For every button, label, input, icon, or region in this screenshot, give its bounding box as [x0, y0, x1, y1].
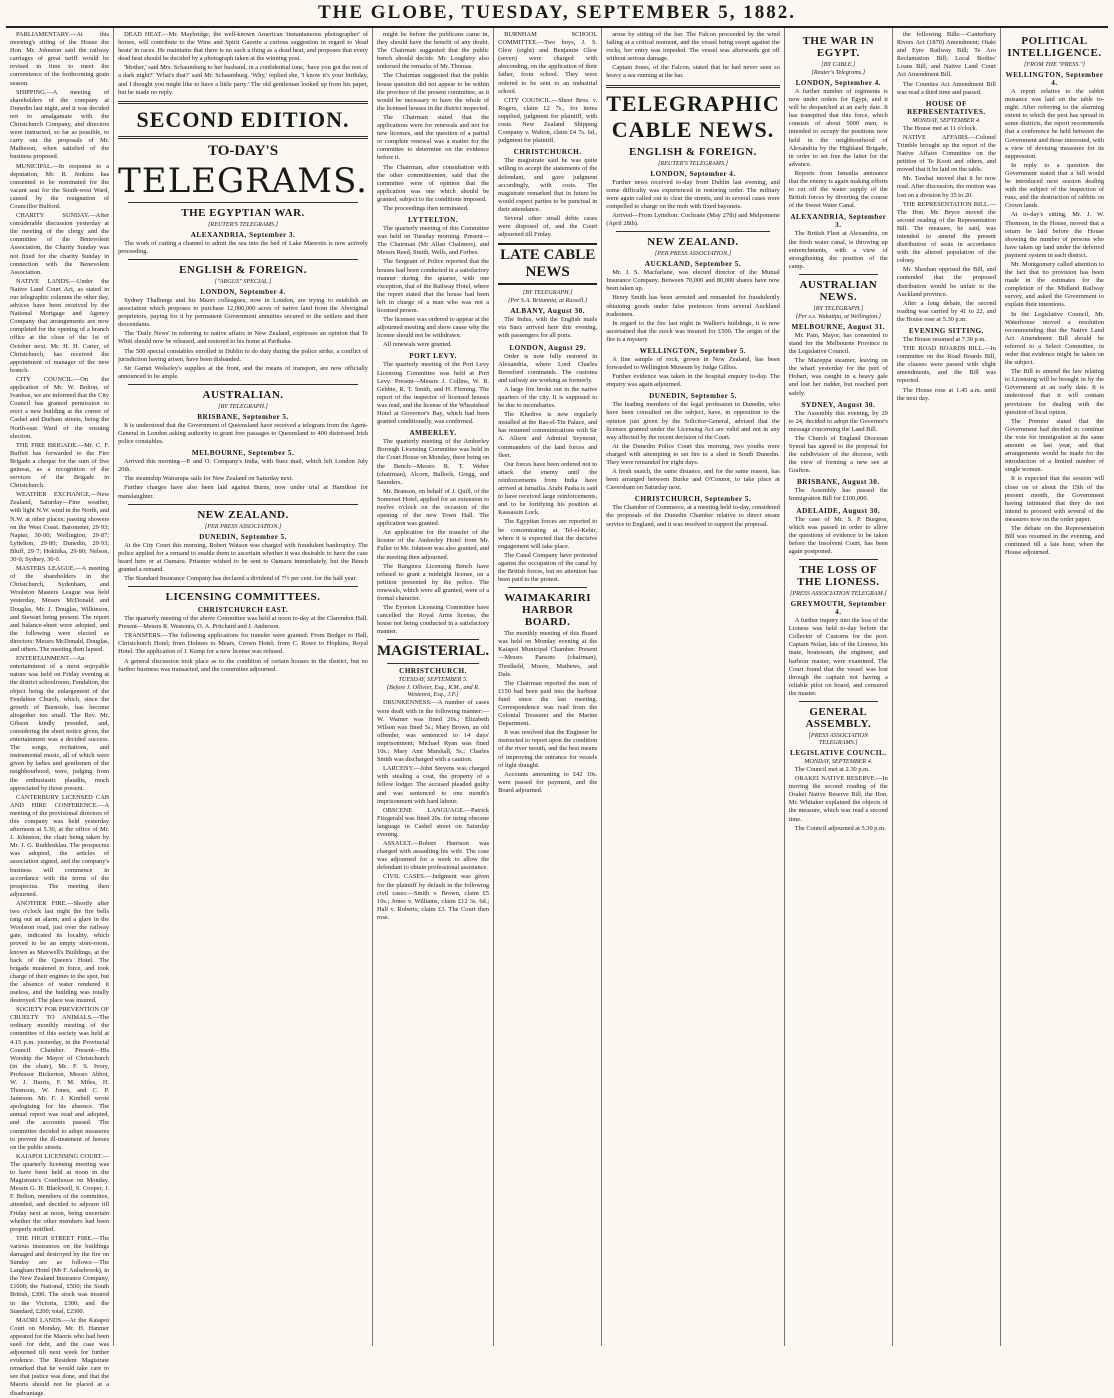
article-paragraph: Our forces have been ordered not to attack the enemy until the reinforcements from India have arrived at Ismailia. Arabi Pasha is said to have received large reinforcements, and to be fortifying his position at Kassassin Lock.	[498, 460, 598, 517]
byline: [PER PRESS ASSOCIATION.]	[204, 522, 282, 530]
article-paragraph: The Chairman reported the sum of £150 had been paid into the harbour fund since the last meeting. Correspondence was read from the Colonial Treasurer and the Marine Department.	[498, 679, 598, 728]
article-paragraph: MUNICIPAL.—In response to a deputation, Mr. R. Jenkins has consented to be nominated for the vacant seat for the South-west Ward, caused by the resignation of Councillor Bulford.	[10, 162, 110, 210]
dateline: EVENING SITTING.	[908, 327, 984, 335]
byline: [REUTER'S TELEGRAMS.]	[657, 159, 729, 167]
dateline: ADELAIDE, August 30.	[796, 506, 881, 515]
dateline: ALEXANDRIA, September 3.	[190, 230, 296, 239]
dateline: LONDON, September 4.	[200, 287, 286, 296]
dateline: LONDON, September 4.	[650, 169, 736, 178]
article-paragraph: The Council adjourned at 5.30 p.m.	[794, 824, 886, 832]
byline: [Before J. Ollivier, Esq., R.M., and R. Westenra, Esq., J.P.]	[386, 684, 480, 699]
article-paragraph: It is understood that the Government of Queensland have received a telegram from the Agent-General in London asking authority to grant free passages to Queensland to 400 distressed Irish police constables.	[118, 421, 368, 446]
byline: [BY TELEGRAPH.]	[218, 402, 268, 410]
double-rule-divider	[118, 101, 368, 104]
article-paragraph: The Rangiora Licensing Bench have refused to grant a midnight license, on a petition presented by the police. The renewals, which were all granted, were of a formal character.	[377, 562, 490, 602]
byline: ["ARGUS" SPECIAL.]	[214, 277, 272, 285]
article-paragraph: The Standard Insurance Company has declared a dividend of 7½ per cent. for the half year.	[124, 575, 357, 582]
article-paragraph: The Sergeant of Police reported that the houses had been conducted in a satisfactory manner during the quarter, with one exception, that of the Railway Hotel, where the report stated that the house had been left in charge of a man who was not a licensed person.	[377, 258, 490, 314]
article-paragraph: The Eyreton Licensing Committee have cancelled the Royal Arms license, the house not being conducted in a satisfactory manner.	[377, 604, 490, 636]
article-paragraph: ORAKEI NATIVE RESERVE.—In moving the second reading of the Orakei Native Reserve Bill, the Hon. Mr. Whitaker explained the objects of the measure, which was read a second time.	[788, 775, 888, 823]
article-paragraph: LARCENY.—John Stevens was charged with stealing a coat, the property of a fellow lodger. The accused pleaded guilty and was sentenced to one month's imprisonment with hard labour.	[377, 765, 490, 805]
article-paragraph: The Chairman, after consultation with the other committeemen, said that the committee were of opinion that the application was one which should be granted, subject to the conditions imposed.	[377, 163, 490, 203]
article-paragraph: The House resumed at 7.30 p.m.	[902, 336, 986, 343]
article-paragraph: KAIAPOI LICENSING COURT.—The quarterly licensing meeting was to have been held at noon in the Magistrate's Courthouse on Monday. Messrs G. H. Blackwell, S. Cooper, J. F. Bolton, members of the committee, attended, and decided to adjourn till Friday next at noon, being uncertain whether the other members had been properly notified.	[10, 1152, 110, 1233]
byline: MONDAY, SEPTEMBER 4.	[804, 757, 873, 765]
article-paragraph: NATIVE LANDS.—Under the Native Land Court Act, as stated in our telegraphic columns the other day, advices have been received by the National Mortgage and Agency Company that arrangements are now completed for the opening of a branch office at the close of the 1st of October next. Mr. H. H. Carter, of Christchurch, has received the appointment of manager of the new branch.	[10, 277, 110, 374]
article-paragraph: A large fire broke out in the native quarters of the city. It is supposed to be due to incendiaries.	[498, 385, 598, 410]
article-paragraph: the following Bills:—Canterbury Rivers Act (1870) Amendment; Otaki and Eyre Railway Bill; Te Aro Reclamation Bill; Local Bodies' Loans Bill, and Native Land Court Act Amendment Bill.	[896, 31, 996, 79]
byline: [BY TELEGRAPH.]	[813, 304, 864, 312]
rule-divider	[799, 274, 878, 275]
article-paragraph: At the Dunedin Police Court this morning, two youths were charged with attempting to set fire to a shed in South Dunedin. They were remanded for eight days.	[606, 442, 780, 466]
rule-divider	[387, 663, 479, 664]
section-headline: SECOND EDITION.	[136, 106, 350, 132]
article-paragraph: The Assembly has passed the Immigration Bill for £100,000.	[788, 487, 888, 503]
dateline: SYDNEY, August 30.	[801, 400, 876, 409]
article-paragraph: The Council met at 2.30 p.m.	[794, 765, 870, 773]
article-paragraph: The steamship Wairarapa sails for New Zealand on Saturday next.	[124, 475, 294, 483]
article-paragraph: The Assembly this evening, by 29 to 24, decided to adopt the Governor's message concerning the Land Bill.	[788, 409, 888, 433]
section-headline: CABLE NEWS.	[611, 116, 775, 142]
dateline: LEGISLATIVE COUNCIL.	[790, 748, 887, 757]
rule-divider	[128, 384, 358, 385]
dateline: DUNEDIN, September 5.	[649, 392, 737, 401]
article-paragraph: THE FIRE BRIGADE.—Mr. C. F. Buffett has forwarded to the Fire Brigade a cheque for the sum of five guineas, as a recognition of the services of the Brigade in Christchurch.	[10, 441, 110, 490]
article-paragraph: CITY COUNCIL.—Sheet Bros. v. Rogers, claim £2 7s., for items supplied, judgment for plaintiff, with costs. New Zealand Shipping Company v. Walton, claim £4 7s. 6d., judgment for plaintiff.	[498, 96, 598, 145]
article-paragraph: Reports from Ismailia announce that the enemy is again making efforts to cut off the water supply of the British forces by diverting the course of the Sweet Water Canal.	[788, 169, 888, 210]
article-paragraph: Mr. J. S. Macfarlane, was elected director of the Mutual Insurance Company. Between 70,000 and 80,000 shares have now been taken up.	[606, 269, 780, 293]
article-paragraph: CANTERBURY LICENSED CAB AND HIRE CONFERENCE.—A meeting of the provisional directors of this company was held yesterday afternoon at 5.30, at the office of Mr. J. Johnston, the chair being taken by Mr. J. G. Ruddenklau. The prospectus was adopted, the articles of association signed, and the company's business will commence in accordance with the terms of the prospectus. The meeting then adjourned.	[10, 793, 110, 898]
article-paragraph: The quarterly meeting of the above Committee was held at noon to-day at the Clarendon Hall. Present—Messrs R. Westenra, O. A. Pritchard and J. Anderson.	[118, 615, 368, 631]
article-paragraph: THE HIGH STREET FIRE.—The various insurances on the buildings damaged and destroyed by the fire on Sunday are as follows:—The Langham Hotel (Mr F. Aulsebrook), in the New Zealand Insurance Company, £1000; the National, £500; the South British, £300. The stock was insured in the Victoria, £300; and the Standard, £200; total, £2300.	[10, 1234, 110, 1315]
column-8	[1001, 28, 1108, 1346]
article-paragraph: Mr. Branson, on behalf of J. Quill, of the Somerset Hotel, applied for an extension to twelve o'clock on the occasion of the opening of the new Town Hall. The application was granted.	[377, 487, 490, 528]
article-paragraph: After a long debate, the second reading was carried by 41 to 22, and the House rose at 5.30 p.m.	[896, 299, 996, 323]
dateline: GREYMOUTH, September 4.	[790, 600, 887, 617]
column-6	[785, 28, 893, 1346]
rule-divider	[799, 559, 878, 560]
article-paragraph: A further number of regiments is now under orders for Egypt, and it will be despatched at an early date. It has transpired that this force, which consists of about 5000 men, is intended to occupy the positions now held in the neighbourhood of Alexandria by the Highland Brigade, in order to set free the latter for the advance.	[788, 88, 888, 168]
section-heading: NEW ZEALAND.	[197, 508, 289, 521]
double-rule-divider	[606, 85, 780, 88]
article-paragraph: A fresh snatch, the same distance, and for the same reason, has been arranged between Burke and O'Connor, to take place at Caversham on Saturday next.	[606, 468, 780, 492]
article-paragraph: The Counties Act Amendment Bill was read a third time and passed.	[896, 80, 996, 96]
article-paragraph: Arrived—From Lyttelton: Cochrane (May 27th) and Melpomene (April 28th).	[606, 211, 780, 228]
article-paragraph: All renewals were granted.	[383, 341, 452, 349]
article-paragraph: It is expected that the session will close on or about the 15th of the present month, the Government having intimated that they do not intend to proceed with several of the measures now on the order paper.	[1004, 475, 1105, 523]
article-paragraph: 'Mother,' said Mrs. Schaumburg to her husband, in a confidential tone, 'have you got the rest of a dark night?' 'What's that?' said Mr. Schaumburg. 'Why,' replied she, 'I know it's your birthday, and I thought you might like to have a little party.' The old gentleman looked up from his paper, but he made no reply.	[118, 64, 368, 96]
section-heading: ENGLISH & FOREIGN.	[179, 263, 307, 276]
dateline: MELBOURNE, August 31.	[791, 322, 886, 331]
article-paragraph: Arrived this morning—P. and O. Company's India, with Suez mail, which left London July 20th.	[118, 458, 368, 474]
article-paragraph: The licensee was ordered to appear at the adjourned meeting and show cause why the license should not be withdrawn.	[377, 316, 490, 340]
section-headline: TELEGRAPHIC	[606, 90, 780, 116]
section-heading: POLITICAL INTELLIGENCE.	[1007, 35, 1102, 59]
section-headline: TO-DAY'S	[208, 142, 279, 159]
article-paragraph: At to-day's sitting, Mr. J. W. Thomson, in the House, moved that a return be laid before the House showing the number of persons who have taken up land under the deferred payment system in each district.	[1004, 211, 1105, 259]
rule-divider	[128, 259, 358, 260]
section-heading: ENGLISH & FOREIGN.	[629, 145, 757, 158]
dateline: CHRISTCHURCH, September 5.	[634, 495, 752, 504]
article-paragraph: Mr. Tawhai moved that it be now read. After discussion, the motion was lost on a division by 35 to 20.	[896, 175, 996, 199]
article-paragraph: The 'Daily News' in referring to native affairs in New Zealand, expresses an opinion that Te Whiti should now be released, and restored to his home at Parihaka.	[118, 330, 368, 346]
article-paragraph: The monthly meeting of this Board was held on Monday evening at the Kaiapoi Municipal Chamber. Present—Messrs Parsons (chairman), Threlkeld, Moore, Mathews, and Dale.	[498, 630, 598, 678]
dateline: LONDON, September 4.	[795, 79, 881, 87]
article-paragraph: BURNHAM SCHOOL COMMITTEE.—Two boys, J. S. Glew (eight) and Benjamin Glew (seven) were charged with absconding, on the application of their father, from school. They were ordered to be sent to an industrial school.	[498, 31, 598, 95]
byline: [PRESS ASSOCIATION TELEGRAM.]	[789, 590, 887, 598]
section-heading: WAIMAKARIRI HARBOR BOARD.	[504, 592, 592, 629]
article-paragraph: Order is now fully restored in Alexandria, where Lord Charles Beresford commands. The customs and railway are working as formerly.	[498, 352, 598, 384]
article-paragraph: The Chairman stated that the applications were for renewals and not for new licenses, and the question of a partial or complete renewal was a matter for the committee to determine on the evidence before it.	[377, 113, 490, 162]
article-paragraph: CHARITY SUNDAY.—After considerable discussion yesterday at the meeting of the clergy and the committee of the Benevolent Association, the Charity Sunday was not fixed for the charity Sunday in connection with the Benevolent Association.	[10, 212, 110, 276]
article-paragraph: The Chamber of Commerce, at a meeting held to-day, considered the proposals of the Dunedin Chamber relative to direct steam service to England, and it was resolved to support the proposal.	[606, 504, 780, 528]
dateline: HOUSE OF REPRESENTATIVES.	[907, 99, 986, 116]
article-paragraph: DEAD HEAT.—Mr. Maybridge, the well-known American 'instantaneous photographer' of horses, will contribute to the Wine and Spirit Gazette a curious suggestion in regard to 'dead heats' in races. He maintains that there is no such a thing as a dead heat, and proposes that every dead heat should be decided by a photograph taken at the winning post.	[118, 31, 368, 63]
section-heading: THE WAR IN EGYPT.	[802, 35, 875, 59]
article-paragraph: A further inquiry into the loss of the Lioness was held to-day before the Collector of Customs for the port. Captain Nolan, late of the Lioness, his mate, boatswain, the engineer, and harbour master, were examined. The Court found that the vessel was lost through the captain not having a reliable pilot on board, and censured the master.	[788, 617, 888, 697]
article-paragraph: At the City Court this morning, Robert Watson was charged with fraudulent bankruptcy. The police applied for a remand to enable them to ascertain whether it was desirable to have the case heard here or at Oamaru. Prisoner wished to be sent to Oamaru immediately, but the Bench granted a remand.	[118, 541, 368, 573]
article-paragraph: MAORI LANDS.—At the Kaiapoi Court on Monday, Mr. H. Hanmer appeared for the Maoris who had been sued for debt, and the case was adjourned till next week for further evidence. The Resident Magistrate remarked that he would take care to see that justice was done, and that the Maoris should not be placed at a disadvantage.	[10, 1316, 110, 1397]
article-paragraph: THE ROAD BOARDS BILL.—In committee on the Road Boards Bill, the clauses were passed with slight amendments, and the Bill was reported.	[896, 345, 996, 385]
byline: MONDAY, SEPTEMBER 4.	[912, 116, 981, 124]
article-paragraph: TRANSFERS.—The following applications for transfer were granted: From Bodger to Hall, Christchurch Hotel; from Holmes to Mears, Crown Hotel; from C. Rowe to Hopkins, Royal Hotel. The application of J. Kemp for a new license was refused.	[118, 632, 368, 656]
article-paragraph: The case of Mr. S. P. Burgess, which was passed in order to allow the questions of evidence to be taken before the Insolvent Court, has been again postponed.	[788, 515, 888, 555]
article-paragraph: The Egyptian forces are reported to be concentrating at Tel-el-Kebir, where it is expected that the decisive engagement will take place.	[498, 518, 598, 550]
article-paragraph: The Canal Company have protested against the occupation of the canal by the British forces, but no attention has been paid to the protest.	[498, 551, 598, 584]
rule-divider	[128, 202, 358, 203]
column-7	[893, 28, 1001, 1346]
article-paragraph: The quarterly meeting of this Committee was held on Tuesday morning. Present—The Chairman (Mr Allan Chalmers), and Messrs Reed, Smith, Wells, and Forbes.	[377, 225, 490, 257]
boxed-headline: LATE CABLE NEWS	[498, 243, 597, 285]
dateline: AUCKLAND, September 5.	[644, 260, 742, 269]
article-paragraph: Mr. Pain, Mayor, has consented to stand for the Melbourne Province in the Legislative Council.	[788, 331, 888, 356]
article-paragraph: THE REPRESENTATION BILL.—The Hon. Mr. Bryce moved the second reading of the Representation Bill. The measure, he said, was intended to amend the present distribution of seats in accordance with the altered population of the colony.	[896, 200, 996, 265]
section-heading: AUSTRALIAN NEWS.	[799, 278, 878, 303]
article-paragraph: Further charges have also been laid against Burns, now under trial at Hamilton for manslaughter.	[118, 484, 368, 500]
section-heading: AUSTRALIAN.	[202, 388, 284, 401]
byline: [Per S.A. Britannia, at Russell.]	[507, 297, 588, 305]
article-paragraph: OBSCENE LANGUAGE.—Patrick Fitzgerald was fined 20s. for using obscene language in Cashel street on Saturday evening.	[377, 806, 490, 838]
article-paragraph: NATIVE AFFAIRS.—Colonel Trimble brought up the report of the Native Affairs Committee on the petition of Te Kooti and others, and moved that it be laid on the table.	[896, 133, 996, 174]
rule-divider	[508, 587, 587, 588]
article-paragraph: The proceedings then terminated.	[383, 204, 469, 212]
rule-divider	[128, 504, 358, 505]
dateline: WELLINGTON, September 4.	[1005, 71, 1104, 87]
article-paragraph: The quarterly meeting of the Port Levy Licensing Committee was held at Port Levy. Present—Messrs J. Collins, W. B. Gebbie, R. T. Smith, and H. Fleming. The report of the inspector of licensed houses was read, and the license of the Wheatsheaf Hotel at Governor's Bay, which had been granted conditionally, was confirmed.	[377, 361, 490, 426]
article-paragraph: The Mazeppa steamer, leaving on the wharf yesterday for the port of Hobart, was caught in a heavy gale and lost her rudder, but reached port safely.	[788, 357, 888, 397]
article-paragraph: In reply to a question the Government stated that a bill would be introduced next session dealing with the subject of the inspection of runs, and the destruction of rabbits on Crown lands.	[1004, 161, 1105, 210]
dateline: DUNEDIN, September 5.	[199, 532, 287, 541]
section-heading: LICENSING COMMITTEES.	[165, 591, 321, 604]
dateline: ALBANY, August 30.	[510, 307, 585, 316]
section-heading: THE EGYPTIAN WAR.	[181, 206, 305, 219]
dateline: WELLINGTON, September 5.	[639, 346, 747, 355]
article-paragraph: Accounts amounting to £42 10s. were passed for payment, and the Board adjourned.	[498, 770, 598, 794]
article-paragraph: The debate on the Representation Bill was resumed in the evening, and continued till a late hour, when the House adjourned.	[1004, 524, 1105, 557]
article-paragraph: Sir Garnet Wolseley's supplies at the front, and the means of transport, are now officially announced to be ample.	[118, 364, 368, 380]
article-paragraph: The leading members of the legal profession in Dunedin, who have been consulted on the subject, have, in opposition to the opinion just given by the Solicitor-General, advised that the licenses granted under the Licensing Act are valid and not in any way affected by the recent decision of the Court.	[606, 401, 780, 441]
article-paragraph: Sydney Thalburgs and his Maori colleagues, now in London, are trying to establish an association which proposes to purchase 12,000,000 acres of native land from the Aboriginal proprietors, paying for it by permanent Government annuities secured to the settlers and their descendants.	[118, 296, 368, 329]
masthead	[6, 0, 1108, 28]
article-paragraph: A report relative to the rabbit nuisance was laid on the table to-night. After referring to the alarming extent to which the pest has spread in some districts, the report recommends that a conference be held between the Government and those interested, with a view of devising measures for its suppression.	[1004, 88, 1105, 160]
column-4	[494, 28, 602, 1346]
article-paragraph: The work of cutting a channel to admit the sea into the bed of Lake Mareotis is now actively proceeding.	[118, 239, 368, 255]
article-paragraph: SOCIETY FOR PREVENTION OF CRUELTY TO ANIMALS.—The ordinary monthly meeting of the committee of this society was held at 4.15 p.m. yesterday, in the Provincial Council Chamber. Present—His Worship the Mayor of Christchurch (in the chair), Mr. F. S. Ivory, Professor Bickerton, Messrs Abbot, W. J. Harris, F. M. Miles, H. Thomson, W. Jones, and C. P. Jameson. Mr. F. J. Kimbell wrote apologising for his absence. The annual report was read and adopted, and the accounts passed. The committee decided to adopt measures to prevent the ill-treatment of horses on the public streets.	[10, 1006, 110, 1151]
banner-headline: TELEGRAMS.	[118, 160, 368, 201]
article-paragraph: Henry Smith has been arrested and remanded for fraudulently obtaining goods under false pretences from several Auckland tradesmen.	[606, 294, 780, 318]
section-heading: NEW ZEALAND.	[647, 236, 739, 249]
byline: [PRESS ASSOCIATION TELEGRAMS.]	[808, 731, 869, 746]
dateline: LYTTELTON.	[408, 216, 459, 225]
article-paragraph: In the Legislative Council, Mr. Waterhouse moved a resolution recommending that the Native Land Act Amendment Bill should be referred to a Select Committee, in order that evidence might be taken on the subject.	[1004, 310, 1105, 367]
article-paragraph: A general discussion took place as to the condition of certain houses in the district, but no further business was transacted, and the committee adjourned.	[118, 657, 368, 673]
byline: [BY TELEGRAPH.]	[522, 289, 573, 297]
section-headline: MAGISTERIAL.	[377, 643, 490, 660]
article-paragraph: A fine sample of rock, grown in New Zealand, has been forwarded to Wellington Museum by Judge Gillies.	[606, 355, 780, 372]
article-paragraph: The British Fleet at Alexandria, on the fresh water canal, is throwing up entrenchments, with a view of strengthening the position of the camp.	[788, 230, 888, 270]
section-heading: THE LOSS OF THE LIONESS.	[797, 564, 880, 589]
byline: [Per s.s. Wakatipu, at Wellington.]	[795, 312, 882, 320]
article-paragraph: The Indus, with the English mails via Suez arrived here this evening, with passengers for all ports.	[498, 316, 598, 340]
double-rule-divider	[118, 136, 368, 139]
byline: TUESDAY, SEPTEMBER 5.	[398, 676, 468, 684]
column-3	[373, 28, 494, 1346]
columns-container	[6, 28, 1108, 1397]
byline: [Reuter's Telegrams.]	[811, 69, 866, 76]
dateline: CHRISTCHURCH.	[399, 667, 467, 676]
article-paragraph: ENTERTAINMENT.—An entertainment of a most enjoyable nature was held on Friday evening at the district schoolroom, Fendalton, the object being the enlargement of the Fendalton Church, which, since the growth of Burnside, has become altogether too small. The Rev. Mr. Gibson kindly presided, and, considering the short notice given, the entertainment was a decided success. The songs, recitations, and instrumental music, all of which were given by ladies and gentlemen of the neighbourhood, were, judging from the enthusiastic plaudits, much appreciated by those present.	[10, 655, 110, 792]
column-1	[6, 28, 114, 1397]
dateline: LONDON, August 29.	[509, 343, 586, 352]
article-paragraph: It was resolved that the Engineer be instructed to report upon the condition of the river mouth, and the best means of improving the entrance for vessels of light draught.	[498, 729, 598, 769]
article-paragraph: The Chairman suggested that the public house question did not appear to be within the province of the present committee, as it would be necessary to have the whole of the licensed houses in the district inspected.	[377, 72, 490, 112]
article-paragraph: arose by sitting of the bar. The Falcon proceeded by the wind failing at a critical moment, and the vessel being swept against the rocks, her entry was impeded. The vessel was afterwards got off without serious damage.	[606, 31, 780, 63]
article-paragraph: In regard to the fire last night in Walker's buildings, it is now ascertained that the stock was insured for £500. The origin of the fire is a mystery.	[606, 319, 780, 343]
byline: [REUTER'S TELEGRAMS.]	[208, 220, 279, 228]
article-paragraph: WEATHER EXCHANGE.—New Zealand, Saturday—Fine weather, with light N.W. wind in the North, and N.W. at other places; passing showers on the West Coast. Barometer, 29·93; Napier, 30·00; Wellington, 29·87; Lyttelton, 29·80; Dunedin, 29·93; Bluff, 29·7; Hokitika, 29·80; Nelson, 30·0; Sydney, 30·0.	[10, 491, 110, 563]
rule-divider	[616, 231, 770, 232]
article-paragraph: The magistrate said he was quite willing to accept the statements of the defendant, and gave judgment accordingly, with costs. The magistrate remarked that in future he would expect parties to be punctual in their attendance.	[498, 157, 598, 213]
masthead-title: THE GLOBE, TUESDAY, SEPTEMBER 5, 1882.	[317, 2, 797, 23]
dateline: BRISBANE, September 5.	[197, 412, 289, 421]
rule-divider	[799, 701, 878, 702]
article-paragraph: ASSAULT.—Robert Harrison was charged with assaulting his wife. The case was adjourned for a week to allow the defendant to obtain professional assistance.	[377, 840, 490, 872]
dateline: AMBERLEY.	[409, 429, 457, 438]
section-heading: GENERAL ASSEMBLY.	[805, 705, 872, 730]
article-paragraph: Several other small debts cases were disposed of, and the Court adjourned till Friday.	[498, 214, 598, 239]
article-paragraph: The House met at 11 o'clock.	[902, 124, 978, 132]
dateline: CHRISTCHURCH EAST.	[197, 606, 289, 615]
dateline: CHRISTCHURCH.	[513, 148, 582, 157]
dateline: ALEXANDRIA, September 3.	[790, 213, 887, 230]
column-2	[114, 28, 373, 1346]
dateline: MELBOURNE, September 5.	[191, 449, 295, 458]
column-5	[602, 28, 785, 1346]
article-paragraph: DRUNKENNESS.—A number of cases were dealt with in the following manner:—W. Warner was fined 20s.; Elizabeth Wilson was fined 5s.; Mary Brown, an old offender, was sentenced to 14 days' imprisonment; Michael Ryan was fined 10s.; Mary Ann Marshall, 5s.; Charles Smith was discharged with a caution.	[377, 699, 490, 764]
byline: [FROM THE "PRESS."]	[1023, 61, 1085, 68]
article-paragraph: The 500 special constables enrolled in Dublin to do duty during the police strike, a conflict of jurisdiction having arisen, have been disbanded.	[118, 347, 368, 363]
rule-divider	[387, 639, 479, 640]
article-paragraph: The House rose at 1.45 a.m. until the next day.	[896, 386, 996, 402]
byline: [BY CABLE.]	[821, 61, 856, 68]
article-paragraph: ANOTHER FIRE.—Shortly after two o'clock last night the fire bells rang out an alarm, and a glare in the Woolston road, just over the railway gate, indicated its locality, which proved to be an empty store-room, known as Maxwell's Buildings, at the back of the Queen's Hotel. The brigade mustered in force, and took charge of their engines to the spot, but the absence of water rendered it useless, and the building was totally destroyed. The place was insured.	[10, 899, 110, 1005]
article-paragraph: Mr. Montgomery called attention to the fact that no provision has been made in the estimates for the completion of the Midland Railway survey, and asked the Government to explain their intentions.	[1004, 260, 1105, 309]
rule-divider	[128, 586, 358, 587]
article-paragraph: Mr. Sheehan opposed the Bill, and contended that the proposed distribution would be unfair to the Auckland province.	[896, 266, 996, 298]
article-paragraph: might be before the publicans came in, they should have the benefit of any doubt. The Chairman suggested that the public bench should decide. Mr. Loughrey also endorsed the remarks of Mr. Thomas.	[377, 31, 490, 71]
article-paragraph: CITY COUNCIL.—On the application of Mr. W. Bolton, of Ivanhoe, we are informed that the City Council has granted permission to erect a new building at the corner of Cashel and Durham streets, being the North-east Ward of the ensuing election.	[10, 375, 110, 440]
article-paragraph: The Church of England Diocesan Synod has agreed to the proposal for the subdivision of the diocese, with the view of forming a new see at Grafton.	[788, 434, 888, 475]
byline: [PER PRESS ASSOCIATION.]	[654, 250, 732, 258]
article-paragraph: CIVIL CASES.—Judgment was given for the plaintiff by default in the following civil cases:—Smith v. Brown, claim £5 10s.; Jones v. Williams, claim £12 3s. 6d.; Hall v. Roberts, claim £3. The Court then rose.	[377, 873, 490, 921]
article-paragraph: SHIPPING.—A meeting of shareholders of the company at Dunedin last night, and it was decided not to amalgamate with the Christchurch Company, and directors were instructed, so far as possible, to carry out the proposals of Mr. Matheson, when satisfied of the business proposed.	[10, 88, 110, 161]
dateline: PORT LEVY.	[409, 352, 457, 361]
article-paragraph: An application for the transfer of the license of the Amberley Hotel from Mr. Fuller to Mr. Johnson was also granted, and the meeting then adjourned.	[377, 529, 490, 561]
article-paragraph: The Premier stated that the Government had decided to continue the vote for immigration at the same amount as last year, and that arrangements would be made for the introduction of a limited number of single women.	[1004, 417, 1105, 474]
article-paragraph: The Bill to amend the law relating to Licensing will be brought in by the Government at an early date. It is understood that it will contain provisions for dealing with the question of local option.	[1004, 368, 1105, 416]
article-paragraph: Captain Jones, of the Falcon, stated that he had never seen so heavy a sea running at the bar.	[606, 64, 780, 80]
article-paragraph: MASTERS LEAGUE.—A meeting of the shareholders in the Christchurch, Sydenham, and Woolston Masters League was held yesterday, Messrs McDonald and Douglas, Mr. J. Douglas, Wilkinson, and Stewart being present. The report and balance-sheet were adopted, and the following were elected as directors: Messrs McDonald, Douglas, and others. The meeting then lapsed.	[10, 565, 110, 654]
article-paragraph: The quarterly meeting of the Amberley Borough Licensing Committee was held in the Court House on Monday, there being on the Bench—Messrs R. T. Weber (chairman), Alcorn, Bullock, Gregg, and Saunders.	[377, 438, 490, 486]
article-paragraph: Further evidence was taken in the hospital enquiry to-day. The enquiry was again adjourned.	[606, 373, 780, 389]
article-paragraph: Further news received to-day from Dublin last evening, and some difficulty was experienced in restoring order. The military were again called out to clear the streets, and in several cases were compelled to charge on the mob with fixed bayonets.	[606, 178, 780, 210]
article-paragraph: PARLIAMENTARY.—At this morning's sitting of the House the Hon. Mr. Johnston said the railway carriages of great tariff would be revised in time to meet the convenience of the forthcoming grain season.	[10, 31, 110, 87]
dateline: BRISBANE, August 30.	[796, 478, 880, 487]
article-paragraph: The Khedive is now regularly installed at the Ras-el-Tin Palace, and has resumed communications with Sir A. Alison and Admiral Seymour, commanders of the land forces and fleet.	[498, 411, 598, 459]
